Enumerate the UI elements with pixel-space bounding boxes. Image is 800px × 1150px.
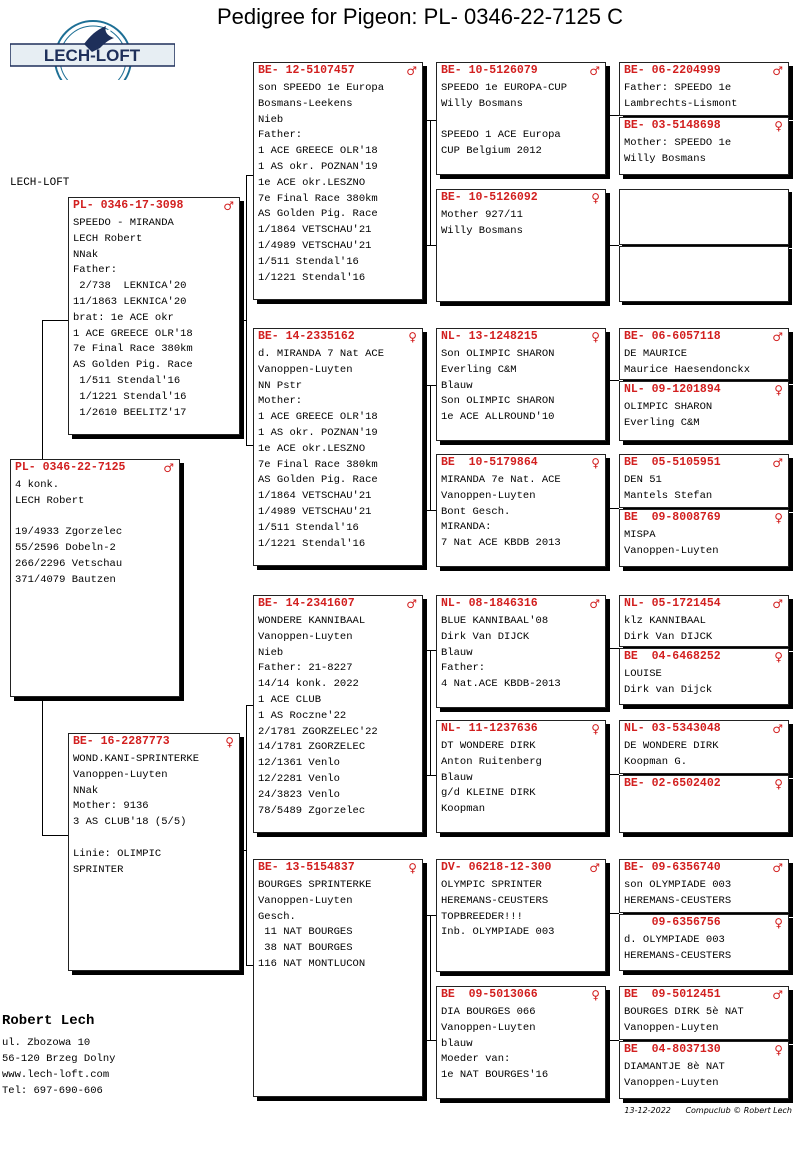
detail-line: Father: [73,264,118,277]
pigeon-details [437,471,605,554]
detail-line: 4 konk. [15,479,60,491]
ring-number: BE 09-5013066 ♀ [441,988,600,1002]
detail-line: CUP Belgium 2012 [441,145,542,158]
detail-line: 1 ACE CLUB [258,693,322,706]
pigeon-card-father[interactable] [68,197,240,435]
owner-website[interactable]: www.lech-loft.com [2,1069,110,1081]
ring-number: BE- 16-2287773 ♀ [73,735,234,749]
male-icon: ♂ [772,722,783,736]
detail-line: Vanoppen-Luyten [441,1021,536,1034]
detail-line: Everling C&M [624,416,700,429]
detail-line: 7 Nat ACE KBDB 2013 [441,537,561,550]
detail-line: LECH Robert [15,494,85,507]
pigeon-details [437,1003,605,1086]
pigeon-card-g2a[interactable] [619,189,789,245]
detail-line: 7e Final Race 380km [73,343,193,356]
connector-line [246,705,247,965]
pigeon-details [437,345,605,428]
pigeon-details [620,79,788,115]
pigeon-card-mf[interactable] [253,595,423,833]
detail-line [15,510,175,526]
male-icon: ♂ [406,597,417,611]
detail-line: DIAMANTJE 8è NAT [624,1061,725,1073]
detail-line: d. MIRANDA 7 Nat ACE [258,348,385,360]
female-icon: ♀ [591,191,600,205]
connector-line [430,915,431,1040]
pigeon-card-g3b[interactable] [619,381,789,441]
detail-line: TOPBREEDER!!! [441,910,523,923]
male-icon: ♂ [772,330,783,344]
pigeon-details [620,134,788,170]
ring-number: 09-6356756 ♀ [624,916,783,930]
pigeon-details [620,526,788,562]
ring-number: PL- 0346-22-7125 ♂ [15,461,174,475]
pigeon-details [620,665,788,701]
detail-line: g/d KLEINE DIRK [441,787,536,800]
detail-line: 1e NAT BOURGES'16 [441,1069,549,1082]
pigeon-card-g6a[interactable] [619,720,789,774]
detail-line: 1 AS Roczne'22 [258,709,347,722]
detail-line: MIRANDA 7e Nat. ACE [441,474,561,486]
pigeon-card-mmm[interactable] [436,986,606,1099]
female-icon: ♀ [774,916,783,930]
detail-line: 116 NAT MONTLUCON [258,957,366,970]
detail-line: 1/4989 VETSCHAU'21 [258,239,372,252]
pigeon-card-subject[interactable] [10,459,180,697]
connector-line [42,835,68,836]
detail-line: Vanoppen-Luyten [258,363,353,376]
detail-line: Vanoppen-Luyten [73,768,168,781]
detail-line: 2/1781 ZGORZELEC'22 [258,725,378,738]
owner-info [2,1013,115,1099]
pigeon-details [620,1003,788,1039]
female-icon: ♀ [591,456,600,470]
pigeon-card-g3a[interactable] [619,328,789,380]
female-icon: ♀ [408,861,417,875]
detail-line: Vanoppen-Luyten [258,894,353,907]
pigeon-card-g5a[interactable] [619,595,789,647]
connector-line [42,697,43,835]
detail-line: BOURGES SPRINTERKE [258,879,372,891]
ring-number: BE- 02-6502402 ♀ [624,777,783,791]
detail-line: WONDERE KANNIBAAL [258,615,366,627]
pigeon-card-g2b[interactable] [619,246,789,302]
detail-line: Vanoppen-Luyten [624,544,719,557]
detail-line: Blauw [441,771,473,784]
detail-line: 19/4933 Zgorzelec [15,526,123,539]
ring-number: DV- 06218-12-300 ♂ [441,861,600,875]
ring-number: NL- 13-1248215 ♀ [441,330,600,344]
ring-number: BE- 14-2335162 ♀ [258,330,417,344]
ring-number: BE- 14-2341607 ♂ [258,597,417,611]
detail-line: OLYMPIC SPRINTER [441,879,542,891]
ring-number: BE 09-8008769 ♀ [624,511,783,525]
owner-name: Robert Lech [2,1013,95,1029]
connector-line [246,705,253,706]
detail-line: 12/1361 Venlo [258,757,340,770]
owner-phone: Tel: 697-690-606 [2,1085,103,1097]
pigeon-card-mfm[interactable] [436,720,606,833]
detail-line: Willy Bosmans [624,152,706,165]
pigeon-card-fmf[interactable] [436,328,606,441]
ring-number: BE- 10-5126079 ♂ [441,64,600,78]
pigeon-card-g1b[interactable] [619,117,789,175]
detail-line: Gesch. [258,910,296,923]
female-icon: ♀ [774,383,783,397]
pigeon-card-g4b[interactable] [619,509,789,567]
connector-line [606,774,619,775]
male-icon: ♂ [772,861,783,875]
ring-number: NL- 03-5343048 ♂ [624,722,783,736]
detail-line: Son OLIMPIC SHARON [441,395,555,408]
detail-line: BOURGES DIRK 5è NAT [624,1006,744,1018]
pigeon-details [437,206,605,242]
detail-line: DT WONDERE DIRK [441,740,536,752]
detail-line: Father: [258,129,303,142]
detail-line: 1e ACE ALLROUND'10 [441,411,555,424]
pigeon-card-g7a[interactable] [619,859,789,913]
ring-number: BE 05-5105951 ♂ [624,456,783,470]
female-icon: ♀ [408,330,417,344]
female-icon: ♀ [774,1043,783,1057]
detail-line: HEREMANS-CEUSTERS [624,949,732,962]
pigeon-card-mother[interactable] [68,733,240,971]
detail-line: Vanoppen-Luyten [624,1021,719,1034]
detail-line: d. OLYMPIADE 003 [624,934,725,946]
ring-number: BE- 09-6356740 ♂ [624,861,783,875]
pigeon-card-g6b[interactable] [619,775,789,833]
detail-line: Willy Bosmans [441,97,523,110]
detail-line [73,831,235,847]
pigeon-details [620,345,788,380]
detail-line: 1 ACE GREECE OLR'18 [73,327,193,340]
detail-line: HEREMANS-CEUSTERS [441,894,549,907]
detail-line: 4 Nat.ACE KBDB-2013 [441,678,561,691]
female-icon: ♀ [591,988,600,1002]
detail-line: Blauw [441,379,473,392]
female-icon: ♀ [225,735,234,749]
pigeon-details [11,476,179,591]
ring-number: BE 10-5179864 ♀ [441,456,600,470]
detail-line: 1 ACE GREECE OLR'18 [258,411,378,424]
pigeon-card-g5b[interactable] [619,648,789,705]
male-icon: ♂ [589,597,600,611]
detail-line: Vanoppen-Luyten [441,489,536,502]
pigeon-details [620,931,788,967]
pigeon-details [69,214,239,423]
pigeon-card-g1a[interactable] [619,62,789,116]
pigeon-details [254,79,422,288]
detail-line: 1/511 Stendal'16 [73,374,181,387]
detail-line: Mother: 9136 [73,800,149,813]
ring-number: BE 09-5012451 ♂ [624,988,783,1002]
detail-line: Mother: [258,395,303,408]
pigeon-details [254,612,422,821]
detail-line [441,113,601,129]
detail-line: DEN 51 [624,474,662,486]
detail-line: Willy Bosmans [441,224,523,237]
detail-line: 1/1864 VETSCHAU'21 [258,224,372,237]
ring-number: NL- 09-1201894 ♀ [624,383,783,397]
detail-line: 1/511 Stendal'16 [258,521,359,534]
female-icon: ♀ [774,511,783,525]
connector-line [606,508,619,509]
female-icon: ♀ [774,777,783,791]
ring-number: BE 04-8037130 ♀ [624,1043,783,1057]
ring-number: BE- 03-5148698 ♀ [624,119,783,133]
connector-line [42,320,68,321]
detail-line: Father: SPEEDO 1e [624,82,732,94]
pigeon-card-ff[interactable] [253,62,423,300]
detail-line: Mother: SPEEDO 1e [624,137,732,149]
pigeon-card-ffm[interactable] [436,189,606,302]
ring-number: NL- 05-1721454 ♂ [624,597,783,611]
male-icon: ♂ [772,597,783,611]
ring-number: BE 04-6468252 ♀ [624,650,783,664]
female-icon: ♀ [591,722,600,736]
pigeon-details [620,471,788,507]
male-icon: ♂ [163,461,174,475]
detail-line: 266/2296 Vetschau [15,557,123,570]
detail-line: klz KANNIBAAL [624,615,706,627]
detail-line: DE WONDERE DIRK [624,740,719,752]
footer [612,1106,792,1115]
detail-line: 24/3823 Venlo [258,788,340,801]
pigeon-card-mff[interactable] [436,595,606,708]
pigeon-card-g8b[interactable] [619,1041,789,1099]
connector-line [606,115,619,116]
connector-line [246,175,247,445]
detail-line: 1/1221 Stendal'16 [258,537,366,550]
male-icon: ♂ [772,64,783,78]
pigeon-card-fmm[interactable] [436,454,606,567]
connector-line [430,650,431,775]
detail-line: 1/511 Stendal'16 [258,255,359,268]
female-icon: ♀ [774,119,783,133]
pigeon-details [437,612,605,695]
pigeon-card-mmf[interactable] [436,859,606,972]
detail-line: 11 NAT BOURGES [258,926,353,939]
detail-line: 12/2281 Venlo [258,772,340,785]
connector-line [606,913,619,914]
detail-line: 1/1221 Stendal'16 [258,271,366,284]
connector-line [606,1040,619,1041]
detail-line: 7e Final Race 380km [258,458,378,471]
detail-line: DE MAURICE [624,348,688,360]
detail-line: AS Golden Pig. Race [258,208,378,221]
detail-line: Dirk Van DIJCK [624,630,713,643]
detail-line: 1/2610 BEELITZ'17 [73,406,187,419]
detail-line: SPEEDO 1 ACE Europa [441,129,561,142]
ring-number: BE- 06-6057118 ♂ [624,330,783,344]
female-icon: ♀ [774,650,783,664]
detail-line: 55/2596 Dobeln-2 [15,542,116,555]
detail-line: Linie: OLIMPIC [73,847,162,860]
detail-line: 1e ACE okr.LESZNO [258,176,366,189]
detail-line: 14/14 konk. 2022 [258,678,359,691]
page-title: Pedigree for Pigeon: PL- 0346-22-7125 C [216,4,624,29]
detail-line: 3 AS CLUB'18 (5/5) [73,816,187,829]
detail-line: 38 NAT BOURGES [258,942,353,955]
detail-line: Nieb [258,646,284,659]
detail-line: 1/1221 Stendal'16 [73,390,187,403]
detail-line: 78/5489 Zgorzelec [258,804,366,817]
detail-line: Lambrechts-Lismont [624,97,738,110]
connector-line [42,320,43,460]
detail-line: Koopman [441,803,486,816]
owner-postcode: 56-120 Brzeg Dolny [2,1053,116,1065]
detail-line: 2/738 LEKNICA'20 [73,280,187,293]
detail-line: Bosmans-Leekens [258,97,353,110]
ring-number: BE- 06-2204999 ♂ [624,64,783,78]
detail-line: OLIMPIC SHARON [624,401,713,413]
detail-line: Inb. OLYMPIADE 003 [441,926,555,939]
detail-line: Blauw [441,646,473,659]
footer-credit: Compuclub © Robert Lech [685,1106,792,1115]
detail-line: 1 AS okr. POZNAN'19 [258,426,378,439]
connector-line [606,380,619,381]
connector-line [430,385,431,510]
connector-line [246,175,253,176]
pigeon-card-fm[interactable] [253,328,423,566]
pigeon-details [620,876,788,912]
detail-line: son SPEEDO 1e Europa [258,82,385,94]
connector-line [246,965,253,966]
detail-line: 1/1864 VETSCHAU'21 [258,490,372,503]
detail-line: son OLYMPIADE 003 [624,879,732,891]
detail-line: Father: [441,662,486,675]
detail-line: 1e ACE okr.LESZNO [258,442,366,455]
ring-number: BE- 10-5126092 ♀ [441,191,600,205]
pigeon-details [437,79,605,162]
pigeon-card-g8a[interactable] [619,986,789,1040]
pigeon-details [620,792,788,796]
detail-line: Nieb [258,113,284,126]
detail-line: Koopman G. [624,755,688,768]
detail-line: Everling C&M [441,363,517,376]
detail-line: Dirk van Dijck [624,683,713,696]
male-icon: ♂ [772,456,783,470]
lech-loft-logo [10,14,175,80]
detail-line: DIA BOURGES 066 [441,1006,536,1018]
connector-line [606,648,619,649]
detail-line: MISPA [624,529,656,541]
pigeon-card-mm[interactable] [253,859,423,1097]
connector-line [423,245,436,246]
detail-line: blauw [441,1037,473,1050]
detail-line: AS Golden Pig. Race [258,474,378,487]
pigeon-icon [10,14,175,80]
detail-line: NNak [73,784,99,797]
connector-line [423,1040,436,1041]
detail-line: Mother 927/11 [441,209,523,221]
detail-line: 1/4989 VETSCHAU'21 [258,505,372,518]
detail-line: BLUE KANNIBAAL'08 [441,615,549,627]
detail-line: Bont Gesch. [441,505,511,518]
detail-line: 1 AS okr. POZNAN'19 [258,160,378,173]
male-icon: ♂ [589,64,600,78]
detail-line: LOUISE [624,668,662,680]
detail-line: Mantels Stefan [624,489,713,502]
svg-text:LECH-LOFT: LECH-LOFT [43,46,141,65]
pigeon-details [254,876,422,975]
detail-line: SPEEDO 1e EUROPA-CUP [441,82,568,94]
pigeon-details [620,737,788,773]
pigeon-details [437,737,605,820]
male-icon: ♂ [772,988,783,1002]
ring-number: NL- 11-1237636 ♀ [441,722,600,736]
footer-date: 13-12-2022 [624,1106,671,1115]
detail-line: 14/1781 ZGORZELEC [258,741,366,754]
detail-line: 1 ACE GREECE OLR'18 [258,145,378,158]
owner-address: ul. Zbozowa 10 [2,1037,91,1049]
female-icon: ♀ [591,330,600,344]
male-icon: ♂ [589,861,600,875]
detail-line: WOND.KANI-SPRINTERKE [73,753,200,765]
detail-line: AS Golden Pig. Race [73,359,193,372]
ring-number: PL- 0346-17-3098 ♂ [73,199,234,213]
detail-line: Anton Ruitenberg [441,755,542,768]
male-icon: ♂ [406,64,417,78]
detail-line: Vanoppen-Luyten [624,1076,719,1089]
pigeon-card-g7b[interactable] [619,914,789,971]
pigeon-details [620,190,788,194]
pigeon-details [254,345,422,554]
connector-line [423,775,436,776]
male-icon: ♂ [223,199,234,213]
detail-line: SPEEDO - MIRANDA [73,217,174,229]
pigeon-details [620,612,788,647]
pigeon-details [620,1058,788,1094]
detail-line: 371/4079 Bautzen [15,573,116,586]
connector-line [423,510,436,511]
detail-line: LECH Robert [73,232,143,245]
ring-number: BE- 12-5107457 ♂ [258,64,417,78]
detail-line: Dirk Van DIJCK [441,630,530,643]
detail-line: brat: 1e ACE okr [73,311,174,324]
detail-line: HEREMANS-CEUSTERS [624,894,732,907]
pigeon-details [620,398,788,434]
detail-line: Son OLIMPIC SHARON [441,348,555,360]
ring-number: NL- 08-1846316 ♂ [441,597,600,611]
detail-line: 11/1863 LEKNICA'20 [73,295,187,308]
connector-line [430,120,431,245]
detail-line: NNak [73,248,99,261]
loft-label: LECH-LOFT [10,177,70,189]
ring-number: BE- 13-5154837 ♀ [258,861,417,875]
detail-line: Vanoppen-Luyten [258,630,353,643]
detail-line: Moeder van: [441,1053,511,1066]
pigeon-details [69,750,239,880]
detail-line: Maurice Haesendonckx [624,363,751,376]
detail-line: NN Pstr [258,379,303,392]
detail-line: 7e Final Race 380km [258,192,378,205]
detail-line: Father: 21-8227 [258,662,353,675]
detail-line: MIRANDA: [441,521,492,534]
pigeon-details [620,247,788,251]
pigeon-details [437,876,605,943]
pigeon-card-fff[interactable] [436,62,606,175]
connector-line [606,245,619,246]
detail-line: SPRINTER [73,863,124,876]
connector-line [246,445,253,446]
pigeon-card-g4a[interactable] [619,454,789,508]
